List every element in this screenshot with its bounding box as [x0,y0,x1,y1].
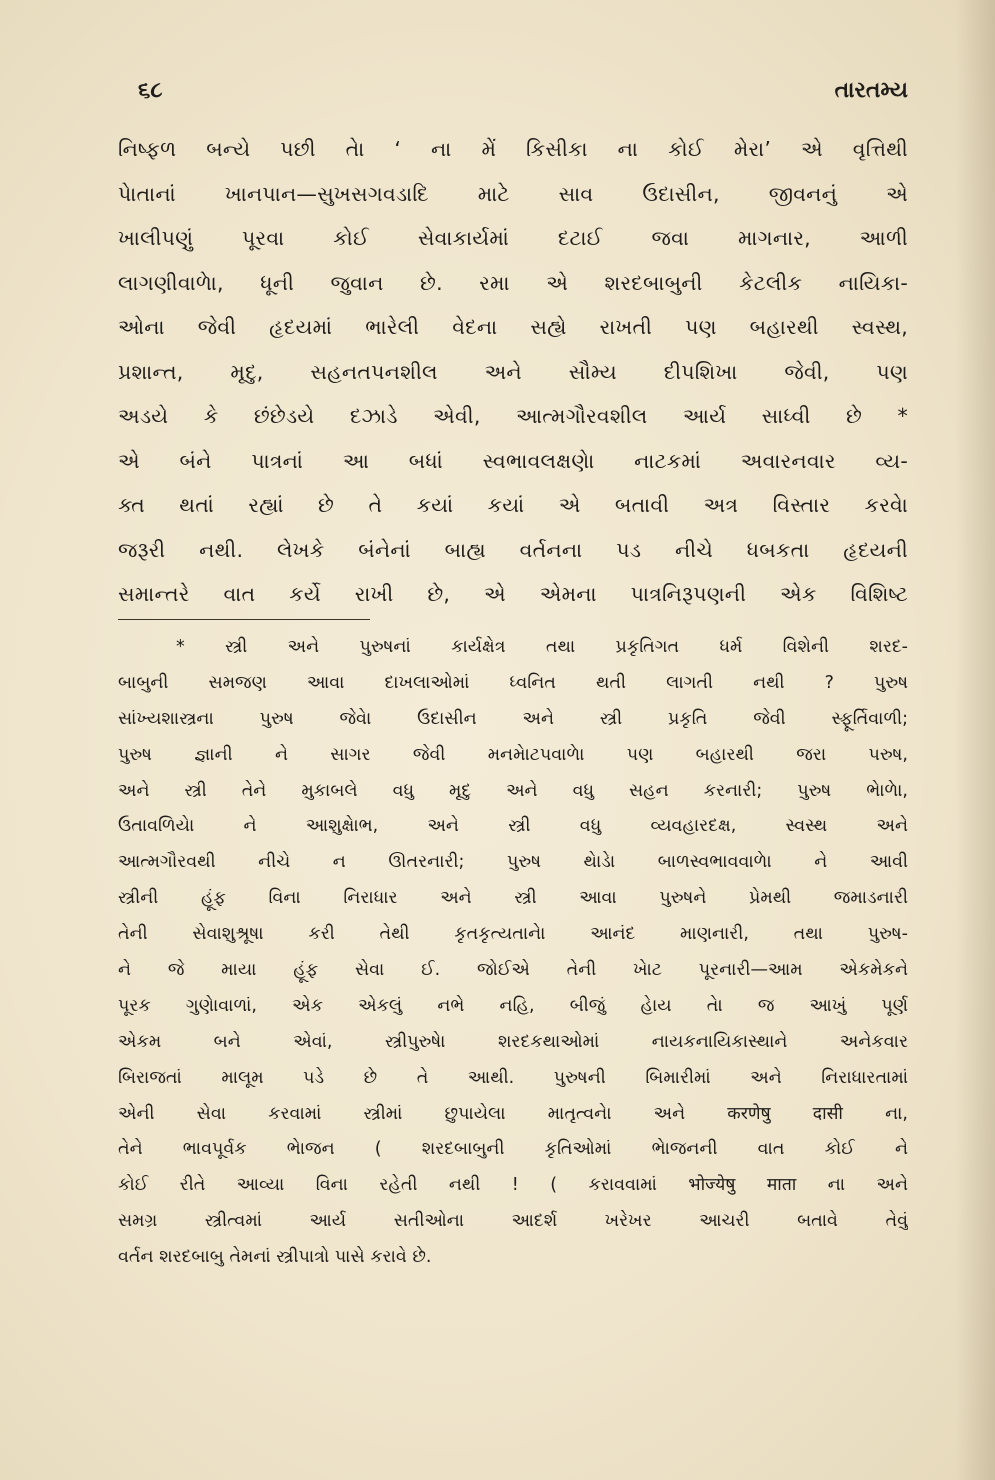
body-line: નિષ્ફળ બન્યે પછી તેા ‘ ના મેં કિસીકા ના કોઈ મેરા’ એ વૃત્તિથી [118,137,908,161]
page-edge-shadow [955,0,995,1480]
body-line: ક્ત થતાં રહ્યાં છે તે કયાં કયાં એ બતાવી અત્ર વિસ્તાર કરવેા [118,493,908,517]
body-line: પ્રશાન્ત, મૃદુ, સહનતપનશીલ અને સૌમ્ય દીપશિખા જેવી, પણ [118,359,908,384]
page-header [138,78,908,114]
footnote-line: તેની સેવાશુશ્રૂષા કરી તેથી કૃતકૃત્યતાનેા આનંદ માણનારી, તથા પુરુષ- [118,924,908,945]
body-line: ઓના જેવી હૃદયમાં ભારેલી વેદના સહ્યે રાખતી પણ બહારથી સ્વસ્થ, [118,315,908,339]
body-line: એ બંને પાત્રનાં આ બધાં સ્વભાવલક્ષણેા નાટકમાં અવારનવાર વ્ય- [118,448,908,473]
body-paragraph [118,127,908,617]
footnote-line: ઉતાવળિયેા ને આશુક્ષેાભ, અને સ્ત્રી વધુ વ્યવહારદક્ષ, સ્વસ્થ અને [118,816,908,837]
footnote-divider [118,619,370,620]
footnote-line: આત્મગૌરવથી નીચે ન ઊતરનારી; પુરુષ થેાડેા બાળસ્વભાવવાળેા ને આવી [118,852,908,873]
footnote-line: એની સેવા કરવામાં સ્ત્રીમાં છુપાયેલા માતૃત્વનેા અને करणेषु दासी ના, [118,1103,908,1124]
footnote-line: સાંખ્યશાસ્ત્રના પુરુષ જેવેા ઉદાસીન અને સ્ત્રી પ્રકૃતિ જેવી સ્ફૂર્તિવાળી; [118,708,908,729]
footnote-line: બાબુની સમજણ આવા દાખલાઓમાં ધ્વનિત થતી લાગતી નથી ? પુરુષ [118,672,908,693]
body-line: ખાલીપણું પૂરવા કોઈ સેવાકાર્યમાં દટાઈ જવા માગનાર, આળી [118,226,908,250]
footnote-line: ને જે માયા હૂંફ સેવા ઈ. જોઈએ તેની ખેાટ પૂરનારી—આમ એકમેકને [118,960,908,981]
footnote-line: * સ્ત્રી અને પુરુષનાં કાર્યક્ષેત્ર તથા પ્રકૃતિગત ધર્મ વિશેની શરદ- [176,637,908,657]
body-line: પેાતાનાં ખાનપાન—સુખસગવડાદિ માટે સાવ ઉદાસીન, જીવનનું એ [118,181,908,206]
footnote-line: એકમ બને એવાં, સ્ત્રીપુરુષેા શરદકથાઓમાં નાયકનાયિકાસ્થાને અનેકવાર [118,1031,908,1052]
footnote-line: વર્તન શરદબાબુ તેમનાં સ્ત્રીપાત્રો પાસે કરાવે છે. [118,1247,432,1268]
footnote-line: પૂરક ગુણેાવાળાં, એક એકલું નભે નહિ, બીજું હેાય તેા જ આખું પૂર્ણ [118,995,908,1016]
footnote-line: સમગ્ર સ્ત્રીત્વમાં આર્ય સતીઓના આદર્શ ખરેખર આચરી બતાવે તેવું [118,1211,908,1232]
footnote-line: કોઈ રીતે આવ્યા વિના રહેતી નથી ! ( કરાવવામાં भोज्येषु माता ના અને [118,1175,908,1196]
page-number: ૬૮ [138,78,163,103]
body-line: સમાન્તરે વાત કર્યે રાખી છે, એ એમના પાત્રનિરૂપણની એક વિશિષ્ટ [118,582,908,606]
footnote [118,630,908,1276]
footnote-line: સ્ત્રીની હૂંફ વિના નિરાધાર અને સ્ત્રી આવા પુરુષને પ્રેમથી જમાડનારી [118,888,908,909]
footnote-line: બિરાજતાં માલૂમ પડે છે તે આથી. પુરુષની બિમારીમાં અને નિરાધારતામાં [118,1067,908,1088]
footnote-line: અને સ્ત્રી તેને મુકાબલે વધુ મૃદુ અને વધુ સહન કરનારી; પુરુષ ભેાળેા, [118,780,908,801]
running-title: તારતમ્ય [834,78,908,103]
footnote-line: પુરુષ જ્ઞાની ને સાગર જેવી મનમેાટપવાળેા પણ બહારથી જરા પરુષ, [118,744,908,765]
body-line: લાગણીવાળેા, ધૂની જુવાન છે. રમા એ શરદબાબુની કેટલીક નાયિકા- [118,270,908,295]
body-line: અડયે કે છંછેડયે દઝાડે એવી, આત્મગૌરવશીલ આર્ય સાધ્વી છે * [118,404,908,428]
footnote-line: તેને ભાવપૂર્વક ભેાજન ( શરદબાબુની કૃતિઓમાં ભેાજનની વાત કોઈ ને [118,1139,908,1160]
body-line: જરૂરી નથી. લેખકે બંનેનાં બાહ્ય વર્તનના પડ નીચે ધબકતા હૃદયની [118,537,908,562]
